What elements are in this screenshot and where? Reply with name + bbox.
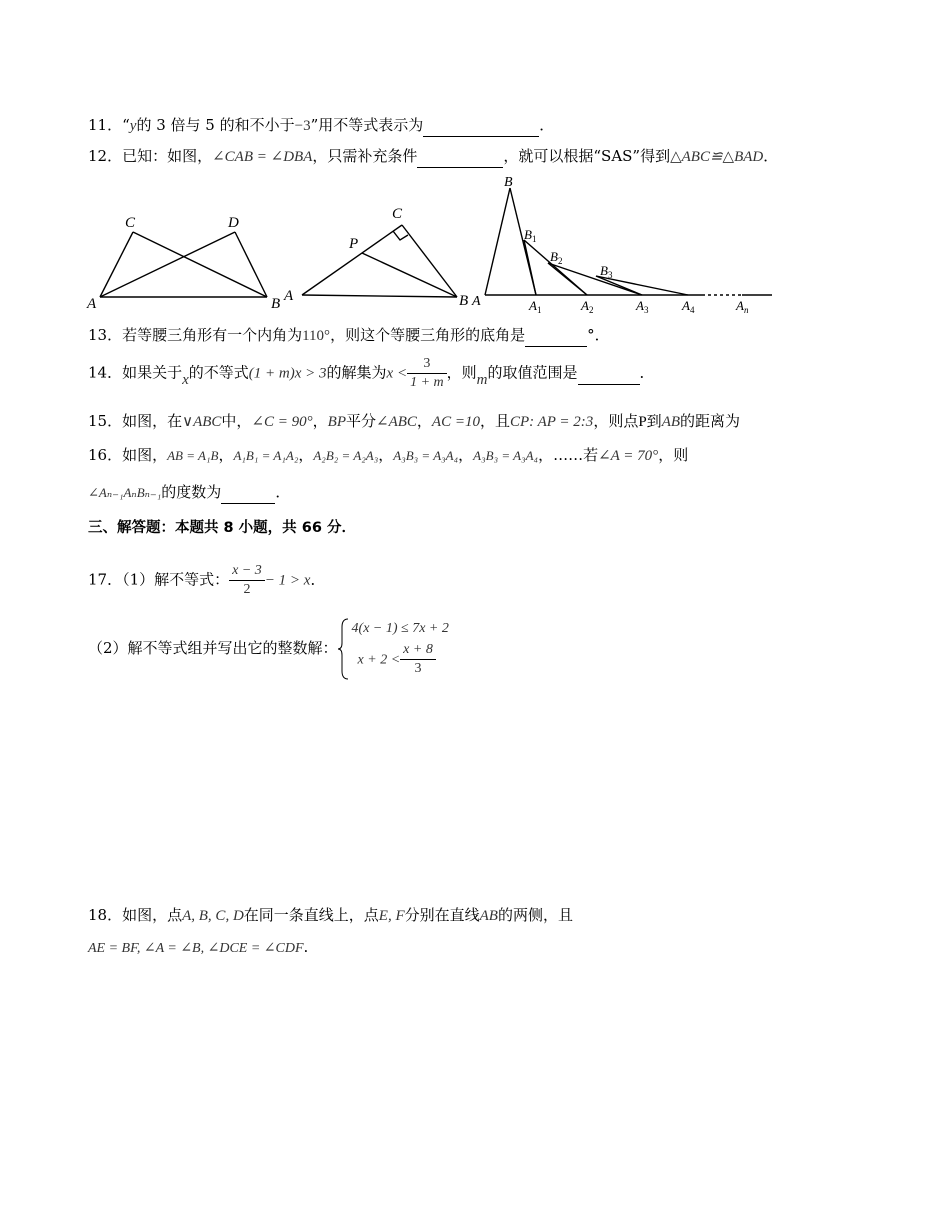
q16-answer-blank — [221, 485, 275, 504]
fig1-label-b: B — [271, 296, 281, 310]
question-18-line2: AE = BF, ∠A = ∠B, ∠DCE = ∠CDF. — [88, 938, 309, 956]
figure-isosceles-sequence — [470, 172, 780, 317]
q17-fraction: $\frac{x - 3}{2}$ — [229, 562, 265, 599]
fig1-label-d: D — [228, 215, 239, 231]
fig2-label-c: C — [392, 206, 403, 222]
q11-number: 11． — [88, 116, 123, 134]
q17-system-fraction: $\frac{x + 8}{3}$ — [400, 641, 436, 678]
q14-answer-blank — [578, 366, 640, 385]
q15-number: 15． — [88, 412, 123, 430]
fig3-label-a3: $A_3$ — [636, 298, 649, 315]
q14-fraction: $\frac{3}{1 + m}$ — [407, 355, 447, 392]
q12-number: 12． — [88, 147, 123, 165]
inequality-system: 4(x − 1) ≤ 7x + 2 x + 2 < $\frac{x + 8}{3}$ — [338, 617, 449, 678]
fig2-label-a: A — [284, 288, 294, 304]
fig3-label-b1: $B_1$ — [524, 227, 537, 244]
question-17-part-1: 17．（1）解不等式： $\frac{x - 3}{2}$ − 1 > x． — [88, 563, 326, 597]
fig2-label-p: P — [349, 236, 359, 252]
fig3-label-b2: $B_2$ — [550, 249, 563, 266]
figure-abcd-crossed — [85, 210, 285, 310]
q14-number: 14． — [88, 363, 123, 382]
question-12: 12．已知：如图，∠CAB = ∠DBA，只需补充条件 ，就可以根据“SAS”得到△ABC≌△BAD． — [88, 145, 778, 168]
fig3-label-b: B — [504, 175, 513, 190]
q16-number: 16． — [88, 446, 123, 464]
question-14: 14．如果关于x的不等式(1 + m)x > 3的解集为x < $\frac{3}{1 + m}$ ，则m的取值范围是 ． — [88, 356, 655, 390]
q13-answer-blank — [525, 328, 587, 347]
question-16-line2: ∠Aₙ₋₁AₙBₙ₋₁的度数为 ． — [88, 481, 290, 504]
fig1-label-a: A — [87, 296, 97, 310]
q12-answer-blank — [417, 149, 503, 168]
fig3-label-an: $A_n$ — [736, 298, 749, 315]
figure-right-triangle-bisector — [282, 200, 482, 310]
q17-number: 17． — [88, 570, 123, 589]
system-brace — [338, 617, 350, 681]
fig3-label-a1: $A_1$ — [529, 298, 542, 315]
question-15: 15．如图，在∨ABC中，∠C = 90°，BP平分∠ABC，AC =10，且CP: AP = 2:3，则点P到AB的距离为 — [88, 412, 741, 430]
q11-answer-blank — [423, 118, 539, 137]
question-11: 11．“y的 3 倍与 5 的和不小于−3”用不等式表示为 ． — [88, 114, 554, 137]
question-13: 13．若等腰三角形有一个内角为110°，则这个等腰三角形的底角是 °． — [88, 324, 610, 347]
section-3-heading: 三、解答题：本题共 8 小题，共 66 分． — [88, 520, 356, 536]
question-16: 16．如图，AB = A₁B，A₁B₁ = A₁A₂，A₂B₂ = A₂A₃，A₃B₃ = A₃A₄，A₃B₃ = A₃A₄，……若∠A = 70°，则 — [88, 446, 689, 464]
question-17-part-2: （2）解不等式组并写出它的整数解： 4(x − 1) ≤ 7x + 2 x + 2 < $\frac{x + 8}{3}$ — [88, 617, 449, 678]
fig3-label-b3: $B_3$ — [600, 263, 613, 280]
q13-number: 13． — [88, 326, 123, 344]
fig3-label-a2: $A_2$ — [581, 298, 594, 315]
fig2-label-b: B — [459, 293, 469, 309]
q18-number: 18． — [88, 906, 123, 924]
fig3-label-a: A — [472, 294, 481, 309]
fig1-label-c: C — [125, 215, 136, 231]
fig3-label-a4: $A_4$ — [682, 298, 695, 315]
question-18: 18．如图，点A, B, C, D在同一条直线上，点E, F分别在直线AB的两侧，且 — [88, 906, 573, 924]
